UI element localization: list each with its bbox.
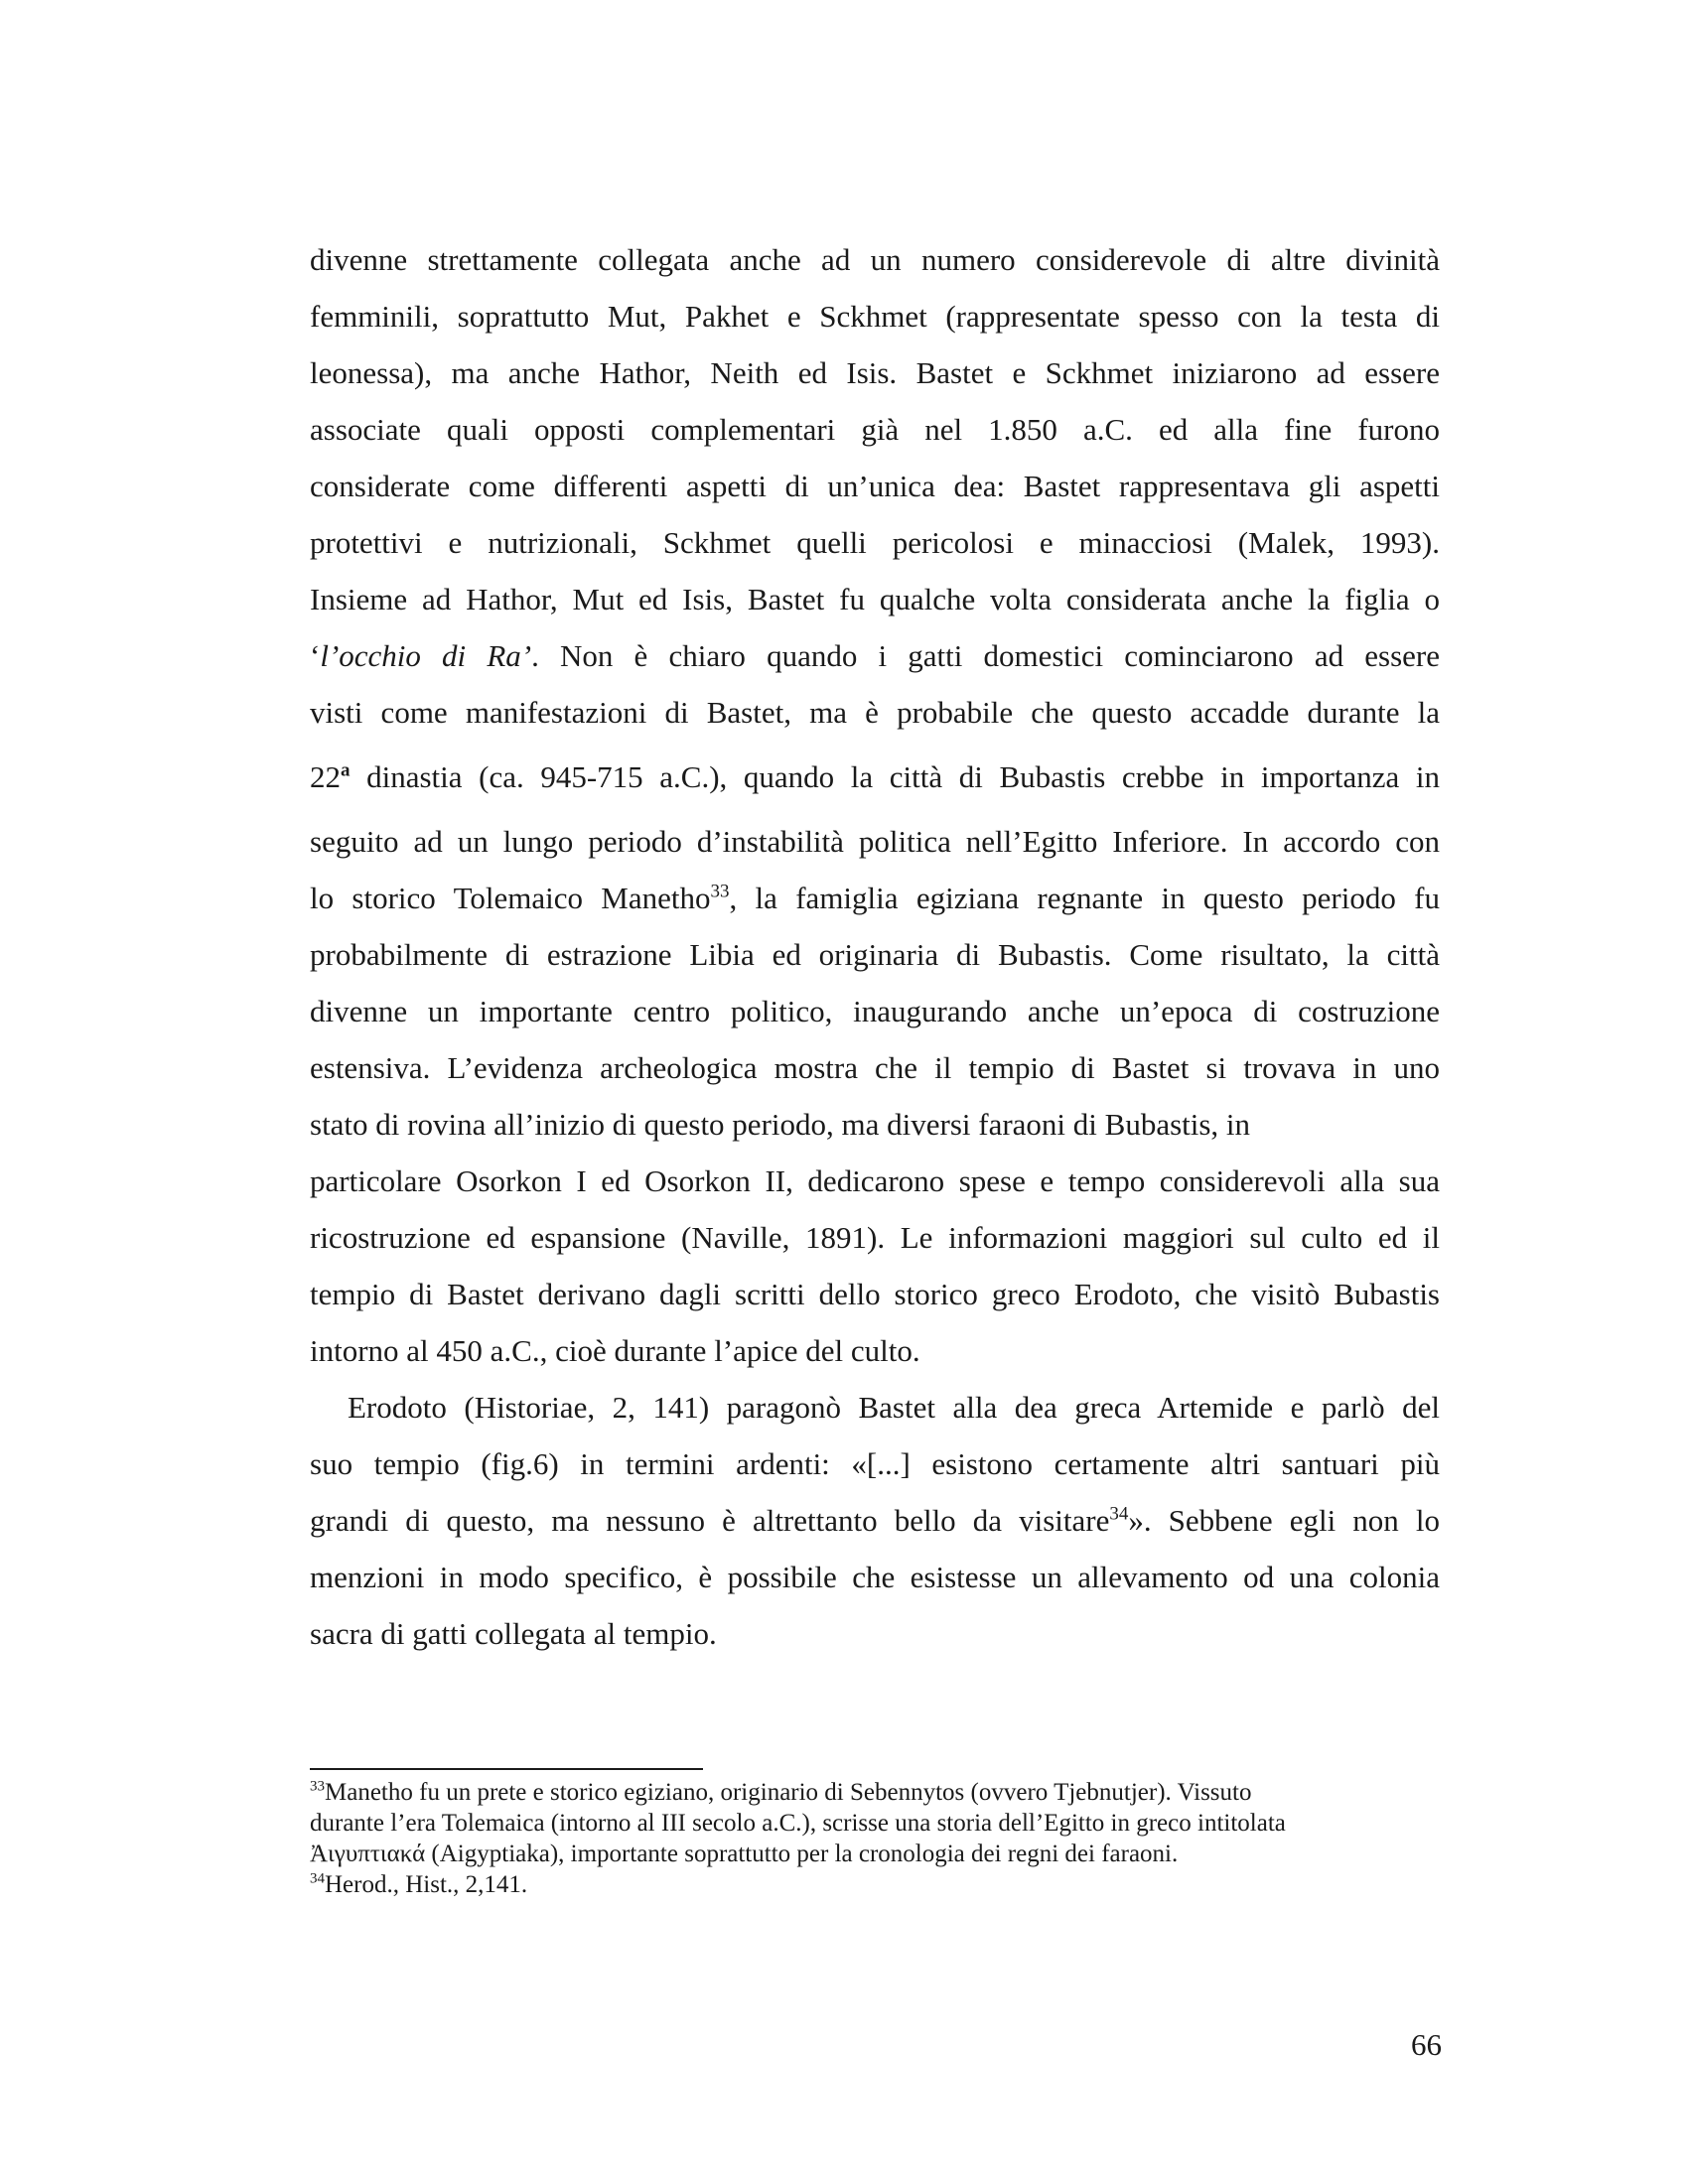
text-line: intorno al 450 a.C., cioè durante l’apice del culto.: [310, 1333, 920, 1368]
text-line: associate quali opposti complementari già nel 1.850 a.C. ed alla fine furono: [310, 412, 1440, 447]
text-line: considerate come differenti aspetti di un’unica dea: Bastet rappresentava gli aspetti: [310, 469, 1440, 503]
footnote-34: [310, 1869, 1442, 1900]
text-segment: dinastia (ca. 945-715 a.C.), quando la città di Bubastis crebbe in importanza in: [350, 759, 1440, 794]
quote-open: ‘: [310, 638, 321, 673]
footnote-number: 34: [310, 1870, 325, 1887]
body-text: [310, 231, 1440, 1662]
text-segment: lo storico Tolemaico Manetho: [310, 881, 711, 915]
footnote-separator: [310, 1768, 703, 1770]
footnote-number: 33: [310, 1778, 325, 1795]
text-line: Erodoto (Historiae, 2, 141) paragonò Bastet alla dea greca Artemide e parlò del: [348, 1390, 1440, 1425]
text-line: Insieme ad Hathor, Mut ed Isis, Bastet fu qualche volta considerata anche la figlia o: [310, 582, 1440, 616]
text-segment: grandi di questo, ma nessuno è altrettanto bello da visitare: [310, 1503, 1110, 1538]
text-line: [310, 1492, 1440, 1549]
text-line: divenne strettamente collegata anche ad un numero considerevole di altre divinità: [310, 242, 1440, 277]
text-segment: ». Sebbene egli non lo: [1128, 1503, 1440, 1538]
footnotes: [310, 1777, 1442, 1900]
text-line: [310, 870, 1440, 926]
text-line: sacra di gatti collegata al tempio.: [310, 1616, 717, 1651]
text-line: ricostruzione ed espansione (Naville, 1891). Le informazioni maggiori sul culto ed il: [310, 1220, 1440, 1255]
ordinal-superscript: a: [341, 759, 351, 781]
text-line: leonessa), ma anche Hathor, Neith ed Isis. Bastet e Sckhmet iniziarono ad essere: [310, 355, 1440, 390]
footnote-33: [310, 1777, 1442, 1808]
text-line: menzioni in modo specifico, è possibile che esistesse un allevamento od una colonia: [310, 1560, 1440, 1594]
text-line: suo tempio (fig.6) in termini ardenti: «[...] esistono certamente altri santuari più: [310, 1446, 1440, 1481]
footnote-33-continued: Ἀιγυπτιακά (Aigyptiaka), importante soprattutto per la cronologia dei regni dei faraoni.: [310, 1841, 1179, 1867]
text-line: [310, 741, 1440, 813]
paragraph-1: [310, 231, 1440, 1379]
footnote-ref-33: 33: [710, 881, 730, 902]
footnote-33-continued: durante l’era Tolemaica (intorno al III secolo a.C.), scrisse una storia dell’Egitto in greco intitolata: [310, 1810, 1286, 1837]
text-line: [310, 627, 1440, 684]
footnote-text: Manetho fu un prete e storico egiziano, originario di Sebennytos (ovvero Tjebnutjer). Vissuto: [325, 1779, 1252, 1806]
text-line: divenne un importante centro politico, inaugurando anche un’epoca di costruzione: [310, 994, 1440, 1028]
text-line: estensiva. L’evidenza archeologica mostra che il tempio di Bastet si trovava in uno: [310, 1050, 1440, 1085]
footnote-text: Herod., Hist., 2,141.: [325, 1871, 528, 1898]
text-segment: , la famiglia egiziana regnante in questo periodo fu: [729, 881, 1440, 915]
text-line: protettivi e nutrizionali, Sckhmet quelli pericolosi e minacciosi (Malek, 1993).: [310, 525, 1440, 560]
paragraph-2: [310, 1379, 1440, 1662]
footnote-ref-34: 34: [1109, 1503, 1129, 1525]
italic-phrase: l’occhio di Ra’: [320, 638, 532, 673]
page-number: 66: [1411, 2027, 1442, 2062]
text-line: particolare Osorkon I ed Osorkon II, dedicarono spese e tempo considerevoli alla sua: [310, 1163, 1440, 1198]
text-line: tempio di Bastet derivano dagli scritti dello storico greco Erodoto, che visitò Bubastis: [310, 1277, 1440, 1311]
text-line: femminili, soprattutto Mut, Pakhet e Sckhmet (rappresentate spesso con la testa di: [310, 299, 1440, 334]
text-line: visti come manifestazioni di Bastet, ma è probabile che questo accadde durante la: [310, 695, 1440, 730]
text-segment: 22: [310, 759, 341, 794]
text-line: probabilmente di estrazione Libia ed originaria di Bubastis. Come risultato, la città: [310, 937, 1440, 972]
text-line: stato di rovina all’inizio di questo periodo, ma diversi faraoni di Bubastis, in: [310, 1107, 1251, 1142]
text-segment: . Non è chiaro quando i gatti domestici cominciarono ad essere: [531, 638, 1440, 673]
text-line: seguito ad un lungo periodo d’instabilità politica nell’Egitto Inferiore. In accordo con: [310, 824, 1440, 859]
